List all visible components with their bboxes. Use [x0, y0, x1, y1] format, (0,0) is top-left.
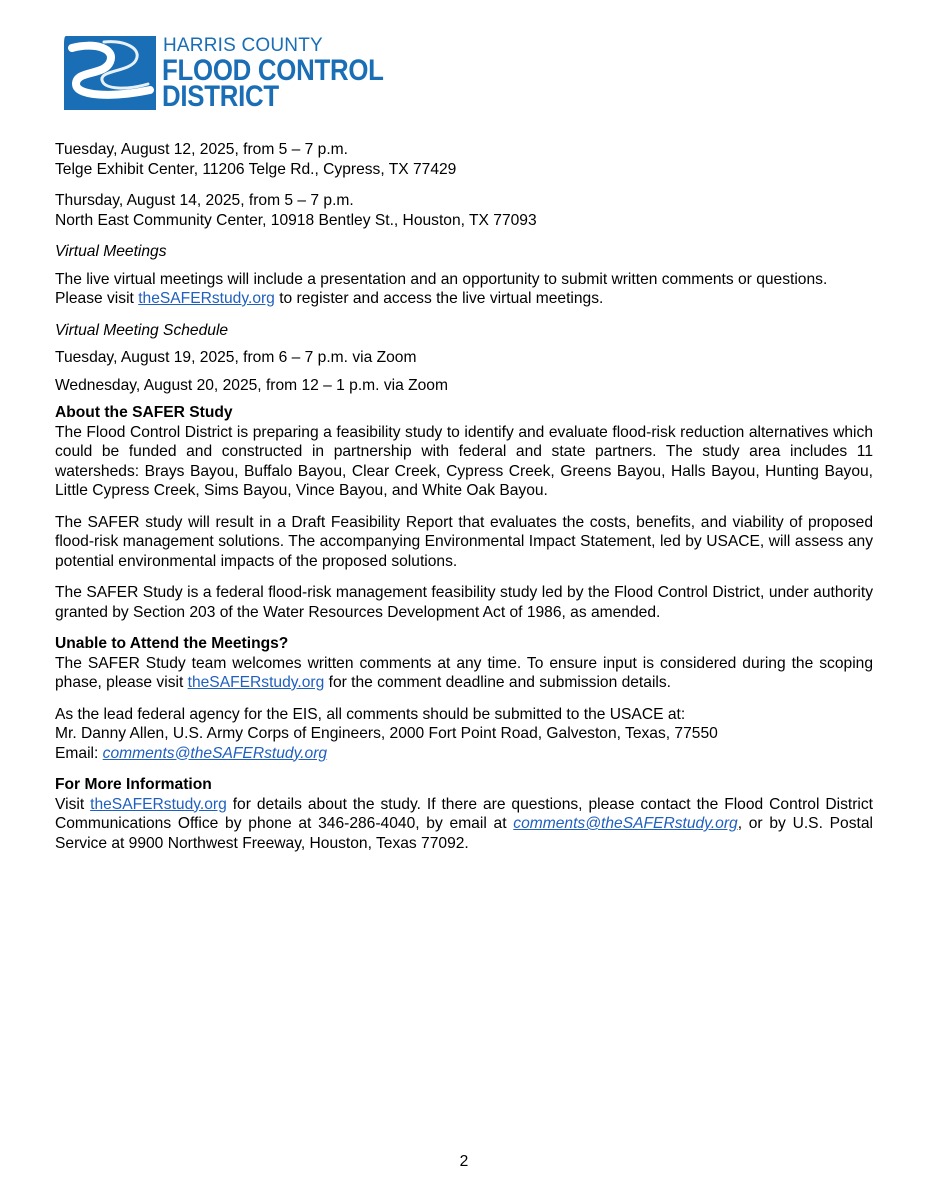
logo-line-district: DISTRICT: [162, 80, 279, 113]
unable-section: [55, 634, 873, 763]
virtual-schedule-heading: Virtual Meeting Schedule: [55, 321, 229, 339]
unable-heading: Unable to Attend the Meetings?: [55, 635, 289, 652]
more-info-section: [55, 775, 873, 853]
virtual-meetings-heading: Virtual Meetings: [55, 243, 167, 260]
meeting-1: [55, 140, 873, 179]
more-info-paragraph: [55, 795, 873, 854]
hcfcd-logo: [64, 35, 384, 113]
virtual-schedule-item-1: Tuesday, August 19, 2025, from 6 – 7 p.m. via Zoom: [55, 349, 417, 366]
more-info-text-end: , or by U.S. Postal Service at 9900 Northwest Freeway, Houston, Texas 77092.: [55, 815, 873, 852]
about-paragraph-2: The SAFER study will result in a Draft Feasibility Report that evaluates the costs, benefits, and viability of proposed flood-risk management solutions. The accompanying Environmental Impact Statement, led by USACE, will assess any potential environmental impacts of the proposed solutions.: [55, 513, 873, 570]
safer-study-link[interactable]: theSAFERstudy.org: [138, 290, 275, 307]
more-info-text: Visit: [55, 795, 91, 813]
about-section: [55, 403, 873, 622]
virtual-intro-text-end: to register and access the live virtual meetings.: [274, 290, 604, 307]
usace-address: Mr. Danny Allen, U.S. Army Corps of Engineers, 2000 Fort Point Road, Galveston, Texas, 77550: [55, 725, 718, 742]
meeting-2-date: Thursday, August 14, 2025, from 5 – 7 p.m.: [55, 192, 354, 209]
comments-email-link[interactable]: comments@theSAFERstudy.org: [513, 815, 738, 832]
logo-line-flood-control: FLOOD CONTROL: [162, 54, 384, 87]
virtual-meetings-intro: [55, 270, 873, 309]
virtual-intro-text: The live virtual meetings will include a presentation and an opportunity to submit written comments or questions. Please visit: [55, 270, 828, 307]
meeting-2-location: North East Community Center, 10918 Bentley St., Houston, TX 77093: [55, 211, 537, 229]
page-number: 2: [459, 1153, 469, 1170]
unable-text: The SAFER Study team welcomes written comments at any time. To ensure input is considered during the scoping phase, please visit: [55, 654, 873, 691]
comments-email-link[interactable]: comments@theSAFERstudy.org: [102, 744, 328, 762]
logo-line-county: HARRIS COUNTY: [163, 35, 323, 56]
usace-intro: As the lead federal agency for the EIS, all comments should be submitted to the USACE at:: [55, 705, 686, 723]
more-info-heading: For More Information: [55, 776, 212, 793]
flood-control-logo-icon: [64, 36, 156, 110]
virtual-schedule-item-2: Wednesday, August 20, 2025, from 12 – 1 p.m. via Zoom: [55, 376, 448, 394]
about-heading: About the SAFER Study: [55, 404, 233, 421]
email-label: Email:: [55, 744, 103, 762]
meeting-2: [55, 191, 873, 230]
meeting-1-date: Tuesday, August 12, 2025, from 5 – 7 p.m.: [55, 141, 348, 158]
more-info-text-mid: for details about the study. If there are questions, please contact the Flood Control District Communications Office by phone at 346-286-4040, by email at: [55, 795, 873, 832]
about-paragraph-3: The SAFER Study is a federal flood-risk management feasibility study led by the Flood Control District, under authority granted by Section 203 of the Water Resources Development Act of 1986, as amended.: [55, 584, 873, 621]
safer-study-link[interactable]: theSAFERstudy.org: [187, 674, 325, 691]
unable-paragraph-1: [55, 654, 873, 693]
document-body: [55, 140, 873, 865]
unable-paragraph-2: [55, 705, 873, 764]
safer-study-link[interactable]: theSAFERstudy.org: [90, 795, 227, 813]
meeting-1-location: Telge Exhibit Center, 11206 Telge Rd., Cypress, TX 77429: [55, 160, 457, 178]
unable-text-end: for the comment deadline and submission details.: [324, 674, 671, 691]
about-paragraph-1: The Flood Control District is preparing a feasibility study to identify and evaluate flood-risk reduction alternatives which could be funded and constructed in partnership with federal and state partners. The study area includes 11 watersheds: Brays Bayou, Buffalo Bayou, Clear Creek, Cypress Creek, Greens Bayou, Halls Bayou, Hunting Bayou, Little Cypress Creek, Sims Bayou, Vince Bayou, and White Oak Bayou.: [55, 423, 873, 499]
